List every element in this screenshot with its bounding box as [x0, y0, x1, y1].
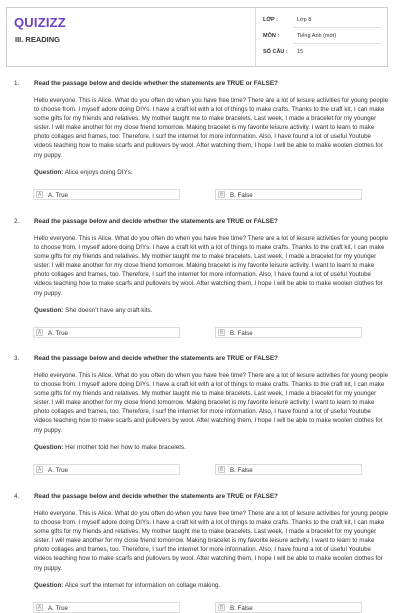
- meta-question-count: [263, 49, 383, 63]
- question-statement: [34, 582, 220, 589]
- meta-label: MÔN :: [263, 33, 280, 39]
- reading-passage: Hello everyone. This is Alice. What do you often do when you have free time? There are a lot of leisure activities for young people to choose from. I myself adore doing DIYs. I have a craft kit with a lot of things to make crafts. Thanks to the craft kit, I can make some gifts for my friends and relatives. My mother taught me to make bracelets. Last week, I made a bracelet for my younger sister. I will make another for my close friend tomorrow. Making bracelet is my favorite leisure activity. I want to learn to make photo collages and frames, too. Therefore, I surf the internet for more information. Also, I have found a lot of useful Youtube videos teaching how to make scarfs and pullovers by wool. After watching them, I hope I will be able to make woolen clothes for my puppy.: [34, 235, 389, 297]
- option-letter: A: [37, 467, 42, 473]
- header-divider: [255, 8, 256, 66]
- question-prefix: Question:: [34, 307, 64, 314]
- question-number: 2.: [14, 218, 20, 225]
- reading-passage: Hello everyone. This is Alice. What do you often do when you have free time? There are a lot of leisure activities for young people to choose from. I myself adore doing DIYs. I have a craft kit with a lot of things to make crafts. Thanks to the craft kit, I can make some gifts for my friends and relatives. My mother taught me to make bracelets. Last week, I made a bracelet for my younger sister. I will make another for my close friend tomorrow. Making bracelet is my favorite leisure activity. I want to learn to make photo collages and frames, too. Therefore, I surf the internet for more information. Also, I have found a lot of useful Youtube videos teaching how to make scarfs and pullovers by wool. After watching them, I hope I will be able to make woolen clothes for my puppy.: [34, 97, 389, 159]
- question-instruction: Read the passage below and decide whether the statements are TRUE or FALSE?: [34, 493, 278, 500]
- question-number: 1.: [14, 80, 20, 87]
- option-a[interactable]: [33, 327, 180, 338]
- quizizz-logo: QUIZIZZ: [14, 15, 66, 30]
- question-text: Alice surf the internet for information on collage making.: [64, 582, 221, 589]
- reading-passage: Hello everyone. This is Alice. What do you often do when you have free time? There are a lot of leisure activities for young people to choose from. I myself adore doing DIYs. I have a craft kit with a lot of things to make crafts. Thanks to the craft kit, I can make some gifts for my friends and relatives. My mother taught me to make bracelets. Last week, I made a bracelet for my younger sister. I will make another for my close friend tomorrow. Making bracelet is my favorite leisure activity. I want to learn to make photo collages and frames, too. Therefore, I surf the internet for more information. Also, I have found a lot of useful Youtube videos teaching how to make scarfs and pullovers by wool. After watching them, I hope I will be able to make woolen clothes for my puppy.: [34, 510, 389, 572]
- option-letter: B: [219, 467, 224, 473]
- meta-label: LỚP :: [263, 17, 278, 23]
- option-a[interactable]: [33, 464, 180, 475]
- meta-underline: [293, 43, 381, 44]
- question-text: Alice enjoys doing DIYs.: [64, 169, 133, 176]
- option-label: B. False: [230, 191, 253, 199]
- question-statement: [34, 444, 186, 451]
- option-letter: B: [219, 330, 224, 336]
- question-prefix: Question:: [34, 444, 64, 451]
- question-number: 3.: [14, 355, 20, 362]
- question-text: She doesn't have any craft kits.: [65, 307, 153, 314]
- option-label: B. False: [230, 466, 253, 474]
- option-a[interactable]: [33, 602, 180, 613]
- question-instruction: Read the passage below and decide whether the statements are TRUE or FALSE?: [34, 80, 278, 87]
- question-instruction: Read the passage below and decide whether the statements are TRUE or FALSE?: [34, 218, 278, 225]
- option-b[interactable]: [215, 602, 362, 613]
- question-prefix: Question:: [34, 582, 64, 589]
- question-statement: [34, 307, 152, 314]
- option-b[interactable]: [215, 464, 362, 475]
- question-block: [0, 80, 400, 218]
- meta-value: Lớp 8: [297, 17, 312, 23]
- question-instruction: Read the passage below and decide whether the statements are TRUE or FALSE?: [34, 355, 278, 362]
- option-b[interactable]: [215, 189, 362, 200]
- meta-value: Tiếng Anh (mới): [297, 33, 337, 39]
- question-text: Her mother told her how to make bracelets.: [65, 444, 186, 451]
- option-label: A. True: [48, 466, 68, 474]
- option-b[interactable]: [215, 327, 362, 338]
- option-letter: B: [219, 192, 224, 198]
- question-number: 4.: [14, 493, 20, 500]
- section-title: III. READING: [15, 35, 61, 44]
- reading-passage: Hello everyone. This is Alice. What do you often do when you have free time? There are a lot of leisure activities for young people to choose from. I myself adore doing DIYs. I have a craft kit with a lot of things to make crafts. Thanks to the craft kit, I can make some gifts for my friends and relatives. My mother taught me to make bracelets. Last week, I made a bracelet for my younger sister. I will make another for my close friend tomorrow. Making bracelet is my favorite leisure activity. I want to learn to make photo collages and frames, too. Therefore, I surf the internet for more information. Also, I have found a lot of useful Youtube videos teaching how to make scarfs and pullovers by wool. After watching them, I hope I will be able to make woolen clothes for my puppy.: [34, 372, 389, 434]
- question-block: [0, 355, 400, 493]
- option-label: B. False: [230, 604, 253, 612]
- option-letter: B: [219, 605, 224, 611]
- option-label: B. False: [230, 329, 253, 337]
- option-label: A. True: [48, 191, 68, 199]
- option-a[interactable]: [33, 189, 180, 200]
- option-label: A. True: [48, 329, 68, 337]
- option-letter: A: [37, 330, 42, 336]
- question-block: [0, 218, 400, 356]
- meta-label: SỐ CÂU :: [263, 49, 288, 55]
- option-label: A. True: [48, 604, 68, 612]
- meta-class: [263, 17, 383, 31]
- meta-subject: [263, 33, 383, 47]
- question-statement: [34, 169, 133, 176]
- meta-underline: [293, 27, 381, 28]
- question-block: [0, 493, 400, 612]
- worksheet-header: [6, 7, 388, 67]
- meta-value: 15: [297, 49, 304, 55]
- question-prefix: Question:: [34, 169, 64, 176]
- option-letter: A: [37, 192, 42, 198]
- option-letter: A: [37, 605, 42, 611]
